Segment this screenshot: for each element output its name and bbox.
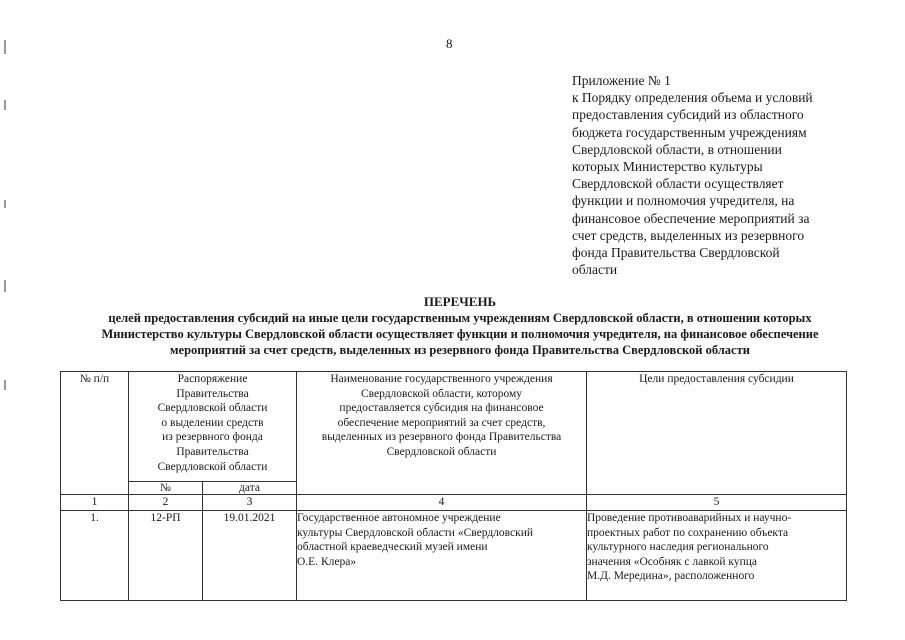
row-goal-line: культурного наследия регионального: [587, 541, 769, 554]
header-order-line: Свердловской области: [157, 460, 268, 473]
header-order: [129, 372, 297, 482]
appendix-line: финансовое обеспечение мероприятий за: [572, 210, 810, 226]
row-order-number: 12-РП: [129, 511, 203, 601]
row-institution-line: областной краеведческий музей имени: [297, 541, 488, 554]
header-institution-line: выделенных из резервного фонда Правительства: [321, 431, 562, 444]
scan-margin-mark: [4, 100, 6, 110]
header-order-line: Правительства: [176, 445, 249, 458]
scan-margin-mark: [4, 200, 6, 208]
header-institution-line: обеспечение мероприятий за счет средств,: [337, 416, 546, 429]
row-institution-line: О.Е. Клера»: [297, 555, 357, 568]
row-goal: [587, 511, 847, 601]
scan-margin-mark: [4, 40, 6, 54]
appendix-line: области: [572, 262, 618, 278]
column-number: 1: [61, 495, 129, 511]
header-order-line: из резервного фонда: [162, 431, 263, 444]
appendix-line: Приложение № 1: [572, 73, 671, 88]
row-institution: [297, 511, 587, 601]
header-order-number: №: [129, 482, 203, 495]
column-number: 5: [587, 495, 847, 511]
row-goal-line: значения «Особняк с лавкой купца: [587, 555, 757, 568]
subtitle-line: целей предоставления субсидий на иные цели государственным учреждениям Свердловской области, в отношении которых: [108, 311, 812, 325]
row-institution-line: Государственное автономное учреждение: [297, 512, 501, 524]
appendix-line: Свердловской области осуществляет: [572, 176, 784, 192]
appendix-line: которых Министерство культуры: [572, 159, 763, 175]
header-goals: Цели предоставления субсидии: [587, 372, 847, 495]
column-number: 2: [129, 495, 203, 511]
appendix-line: предоставления субсидий из областного: [572, 107, 804, 123]
header-order-line: о выделении средств: [161, 416, 264, 429]
appendix-line: бюджета государственным учреждениям: [572, 124, 807, 140]
subtitle-line: мероприятий за счет средств, выделенных из резервного фонда Правительства Свердловской области: [170, 343, 750, 357]
page-number: 8: [446, 36, 453, 51]
scan-margin-mark: [4, 280, 6, 292]
column-number: 4: [297, 495, 587, 511]
row-goal-line: М.Д. Мередина», расположенного: [587, 570, 755, 583]
subsidy-table: [60, 371, 847, 601]
header-order-date: дата: [203, 482, 297, 495]
header-order-line: Распоряжение: [177, 373, 248, 385]
row-num: 1.: [61, 511, 129, 601]
document-subtitle: [40, 310, 880, 358]
appendix-note: [572, 72, 862, 278]
header-order-line: Свердловской области: [157, 402, 268, 415]
subtitle-line: Министерство культуры Свердловской области осуществляет функции и полномочия учредителя, на финансовое обеспечение: [101, 327, 819, 341]
scan-margin-mark: [4, 380, 6, 390]
column-number: 3: [203, 495, 297, 511]
header-institution: [297, 372, 587, 495]
appendix-line: счет средств, выделенных из резервного: [572, 227, 805, 243]
appendix-line: фонда Правительства Свердловской: [572, 245, 780, 261]
header-institution-line: предоставляется субсидия на финансовое: [339, 402, 544, 415]
appendix-line: Свердловской области, в отношении: [572, 141, 782, 157]
header-num: № п/п: [61, 372, 129, 495]
row-institution-line: культуры Свердловской области «Свердловский: [297, 526, 534, 539]
row-goal-line: Проведение противоаварийных и научно-: [587, 512, 792, 524]
header-order-line: Правительства: [176, 387, 249, 400]
appendix-line: функции и полномочия учредителя, на: [572, 193, 795, 209]
appendix-line: к Порядку определения объема и условий: [572, 90, 813, 106]
row-order-date: 19.01.2021: [203, 511, 297, 601]
header-institution-line: Свердловской области, которому: [360, 387, 523, 400]
header-institution-line: Наименование государственного учреждения: [330, 373, 553, 385]
table-row: [61, 511, 847, 601]
row-goal-line: проектных работ по сохранению объекта: [587, 526, 789, 539]
header-institution-line: Свердловской области: [386, 445, 497, 458]
document-title: ПЕРЕЧЕНЬ: [423, 294, 497, 309]
